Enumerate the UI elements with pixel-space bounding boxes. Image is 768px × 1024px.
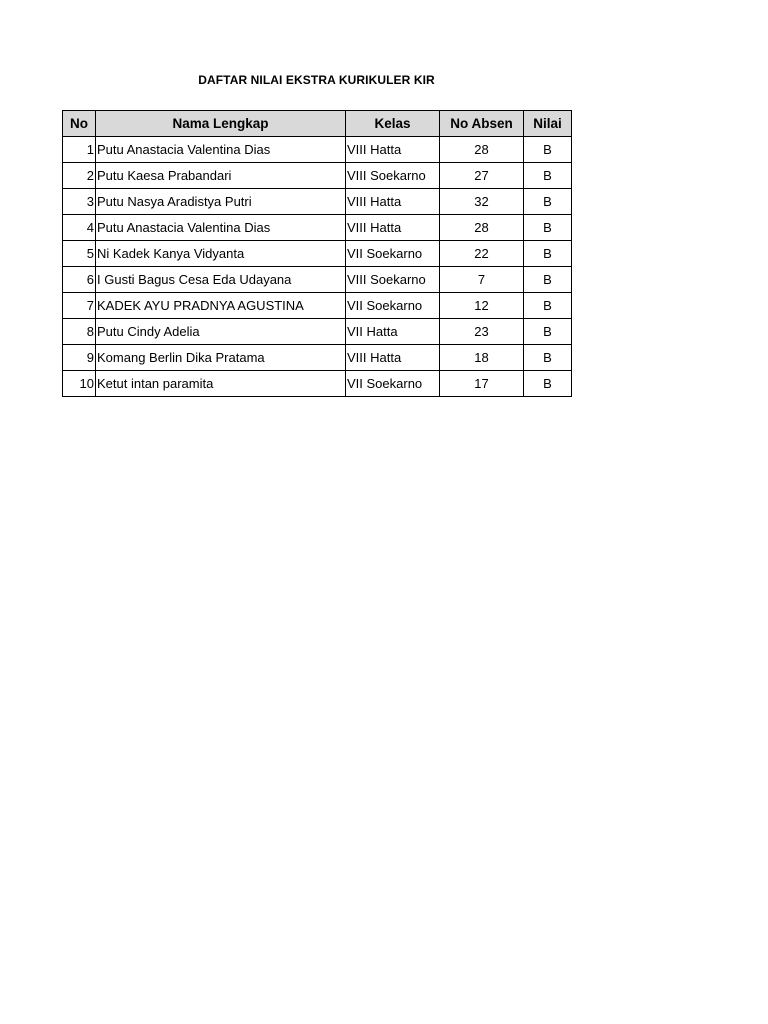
cell-absen: 23 bbox=[440, 319, 524, 345]
cell-no: 5 bbox=[63, 241, 96, 267]
cell-no: 9 bbox=[63, 345, 96, 371]
table-row bbox=[63, 189, 572, 215]
cell-nilai: B bbox=[524, 293, 572, 319]
cell-no: 4 bbox=[63, 215, 96, 241]
cell-absen: 22 bbox=[440, 241, 524, 267]
table-row bbox=[63, 267, 572, 293]
cell-nama: Putu Cindy Adelia bbox=[96, 319, 346, 345]
cell-nilai: B bbox=[524, 371, 572, 397]
table-row bbox=[63, 319, 572, 345]
cell-kelas: VII Soekarno bbox=[346, 371, 440, 397]
cell-kelas: VIII Soekarno bbox=[346, 267, 440, 293]
cell-kelas: VIII Hatta bbox=[346, 345, 440, 371]
table-row bbox=[63, 371, 572, 397]
cell-absen: 28 bbox=[440, 215, 524, 241]
document-title: DAFTAR NILAI EKSTRA KURIKULER KIR bbox=[198, 73, 435, 87]
header-absen: No Absen bbox=[440, 111, 524, 137]
cell-nama: KADEK AYU PRADNYA AGUSTINA bbox=[96, 293, 346, 319]
cell-nama: Ketut intan paramita bbox=[96, 371, 346, 397]
table-row bbox=[63, 137, 572, 163]
cell-nilai: B bbox=[524, 319, 572, 345]
cell-nama: Putu Nasya Aradistya Putri bbox=[96, 189, 346, 215]
table-row bbox=[63, 241, 572, 267]
cell-absen: 32 bbox=[440, 189, 524, 215]
cell-kelas: VIII Soekarno bbox=[346, 163, 440, 189]
cell-no: 7 bbox=[63, 293, 96, 319]
cell-absen: 27 bbox=[440, 163, 524, 189]
grades-table bbox=[62, 110, 572, 397]
cell-kelas: VIII Hatta bbox=[346, 215, 440, 241]
cell-no: 2 bbox=[63, 163, 96, 189]
cell-kelas: VIII Hatta bbox=[346, 137, 440, 163]
cell-nama: Komang Berlin Dika Pratama bbox=[96, 345, 346, 371]
cell-nilai: B bbox=[524, 345, 572, 371]
cell-nilai: B bbox=[524, 189, 572, 215]
cell-nilai: B bbox=[524, 163, 572, 189]
cell-absen: 28 bbox=[440, 137, 524, 163]
cell-nama: Putu Kaesa Prabandari bbox=[96, 163, 346, 189]
header-nilai: Nilai bbox=[524, 111, 572, 137]
cell-nilai: B bbox=[524, 137, 572, 163]
cell-no: 10 bbox=[63, 371, 96, 397]
cell-nilai: B bbox=[524, 267, 572, 293]
cell-kelas: VII Soekarno bbox=[346, 293, 440, 319]
cell-nama: Putu Anastacia Valentina Dias bbox=[96, 137, 346, 163]
table-row bbox=[63, 163, 572, 189]
cell-nama: Putu Anastacia Valentina Dias bbox=[96, 215, 346, 241]
header-no: No bbox=[63, 111, 96, 137]
cell-no: 6 bbox=[63, 267, 96, 293]
header-kelas: Kelas bbox=[346, 111, 440, 137]
cell-nilai: B bbox=[524, 241, 572, 267]
table-header-row bbox=[63, 111, 572, 137]
cell-no: 3 bbox=[63, 189, 96, 215]
cell-no: 1 bbox=[63, 137, 96, 163]
table-row bbox=[63, 293, 572, 319]
cell-absen: 18 bbox=[440, 345, 524, 371]
cell-kelas: VII Hatta bbox=[346, 319, 440, 345]
cell-kelas: VIII Hatta bbox=[346, 189, 440, 215]
cell-nilai: B bbox=[524, 215, 572, 241]
cell-absen: 17 bbox=[440, 371, 524, 397]
header-nama: Nama Lengkap bbox=[96, 111, 346, 137]
table-body bbox=[63, 137, 572, 397]
cell-absen: 12 bbox=[440, 293, 524, 319]
table-row bbox=[63, 345, 572, 371]
cell-nama: I Gusti Bagus Cesa Eda Udayana bbox=[96, 267, 346, 293]
cell-kelas: VII Soekarno bbox=[346, 241, 440, 267]
cell-absen: 7 bbox=[440, 267, 524, 293]
cell-nama: Ni Kadek Kanya Vidyanta bbox=[96, 241, 346, 267]
cell-no: 8 bbox=[63, 319, 96, 345]
table-row bbox=[63, 215, 572, 241]
